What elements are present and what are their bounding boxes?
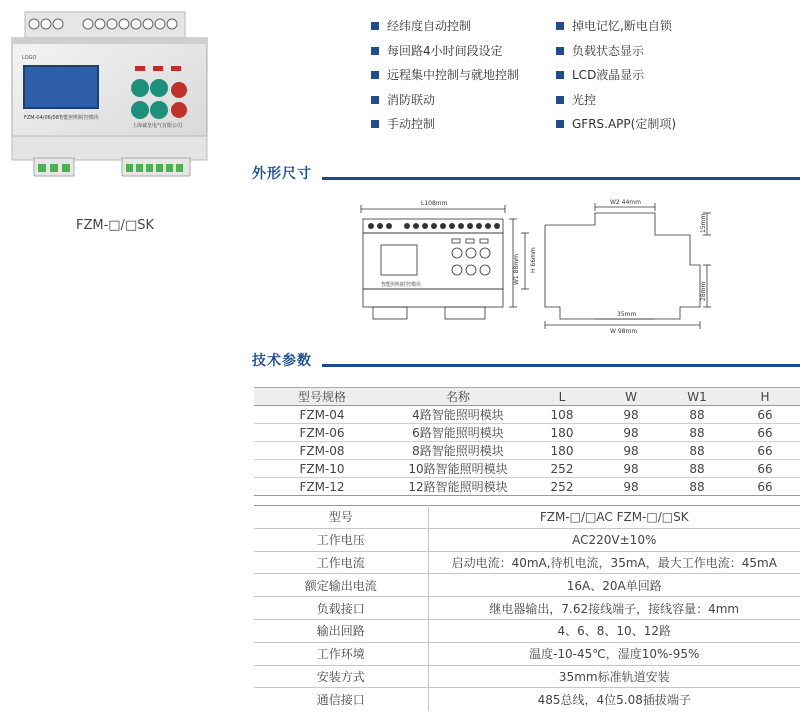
bullet-square-icon [556,22,564,30]
spec-value: 启动电流：40mA,待机电流，35mA，最大工作电流：45mA [428,551,800,574]
spec-row [254,528,800,551]
device-brand-text: LOGO [22,55,37,61]
section-title-dimensions: 外形尺寸 [252,166,312,182]
table-row [254,442,800,460]
bullet-square-icon [556,96,564,104]
cell-model: FZM-08 [254,442,390,460]
col-header-l: L [526,388,598,406]
feature-item: 经纬度自动控制 [371,17,471,34]
col-header-w1: W1 [664,388,730,406]
spec-value: 16A、20A单回路 [428,574,800,597]
bullet-square-icon [371,22,379,30]
feature-item: 消防联动 [371,91,435,108]
table-row [254,424,800,442]
cell-model: FZM-10 [254,460,390,478]
model-table [254,387,800,496]
bullet-square-icon [556,120,564,128]
cell-name: 6路智能照明模块 [390,424,526,442]
cell-l: 252 [526,460,598,478]
cell-name: 12路智能照明模块 [390,478,526,496]
dim-side-top-gap: 15mm [700,213,707,233]
spec-key: 型号 [254,506,428,529]
spec-row [254,619,800,642]
cell-l: 180 [526,442,598,460]
spec-key: 额定输出电流 [254,574,428,597]
cell-w1: 88 [664,442,730,460]
dim-front-label: 智能照明时控模块 [381,282,422,288]
product-photo [10,4,210,184]
col-header-w: W [598,388,664,406]
dim-front-w1: W1 88mm [513,254,520,285]
spec-value: 35mm标准轨道安装 [428,665,800,688]
cell-w1: 88 [664,460,730,478]
feature-item: 掉电记忆,断电自锁 [556,17,672,34]
cell-w: 98 [598,442,664,460]
spec-key: 负载接口 [254,597,428,620]
spec-row [254,642,800,665]
cell-w: 98 [598,406,664,424]
table-row [254,478,800,496]
dim-side-rail: 35mm [617,311,637,318]
spec-value: 485总线，4位5.08插拔端子 [537,693,691,708]
spec-key: 输出回路 [254,619,428,642]
cell-model: FZM-04 [254,406,390,424]
feature-item: GFRS.APP(定制项) [556,115,676,132]
spec-key: 工作环境 [254,642,428,665]
bullet-square-icon [371,71,379,79]
table-row [254,406,800,424]
dim-front-length: L108mm [421,200,448,207]
spec-table [254,505,800,711]
product-model-caption: FZM-□/□SK [75,218,154,233]
cell-w1: 88 [664,424,730,442]
table-row [254,460,800,478]
cell-w: 98 [598,478,664,496]
spec-row [254,597,800,620]
feature-item: 手动控制 [371,115,435,132]
feature-item: 光控 [556,91,596,108]
bullet-square-icon [556,47,564,55]
spec-row [254,665,800,688]
dim-side-bottom-gap: 28mm [700,281,707,301]
cell-h: 66 [730,406,800,424]
spec-value: FZM-□/□AC FZM-□/□SK [428,506,800,529]
feature-item: 负载状态显示 [556,42,644,59]
cell-h: 66 [730,442,800,460]
spec-value: 继电器输出，7.62接线端子，接线容量：4mm [428,597,800,620]
bullet-square-icon [371,120,379,128]
feature-item: LCD液晶显示 [556,66,644,83]
cell-name: 10路智能照明模块 [390,460,526,478]
spec-value: 温度-10-45℃，湿度10%-95% [428,642,800,665]
bullet-square-icon [371,47,379,55]
dim-front-h: H 66mm [530,247,537,273]
col-header-h: H [730,388,800,406]
bullet-square-icon [556,71,564,79]
spec-row [254,506,800,529]
cell-w: 98 [598,424,664,442]
cell-name: 8路智能照明模块 [390,442,526,460]
feature-item: 每回路4小时间段设定 [371,42,503,59]
device-maker-label: 上海诚皇电气有限公司 [132,123,183,129]
feature-item: 远程集中控制与就地控制 [371,66,519,83]
cell-l: 180 [526,424,598,442]
spec-row [254,551,800,574]
spec-key: 安装方式 [254,665,428,688]
cell-w1: 88 [664,478,730,496]
spec-value: 4、6、8、10、12路 [428,619,800,642]
device-model-label: FZM-04/06/08智能照明时控模块 [24,115,99,121]
cell-h: 66 [730,478,800,496]
cell-w1: 88 [664,406,730,424]
section-divider [322,364,800,367]
bullet-square-icon [371,96,379,104]
dimension-drawing [355,195,725,335]
cell-h: 66 [730,424,800,442]
spec-row [254,574,800,597]
cell-name: 4路智能照明模块 [390,406,526,424]
spec-key: 工作电压 [254,528,428,551]
cell-model: FZM-06 [254,424,390,442]
spec-row [254,688,800,711]
section-divider [322,177,800,180]
spec-value: AC220V±10% [428,528,800,551]
section-title-specs: 技术参数 [252,353,312,369]
col-header-model: 型号规格 [254,388,390,406]
dim-side-w2: W2 44mm [610,199,641,206]
cell-w: 98 [598,460,664,478]
spec-key: 通信接口 [254,688,428,711]
cell-h: 66 [730,460,800,478]
table-header-row [254,388,800,406]
spec-key: 工作电流 [254,551,428,574]
cell-l: 252 [526,478,598,496]
col-header-name: 名称 [390,388,526,406]
cell-model: FZM-12 [254,478,390,496]
cell-l: 108 [526,406,598,424]
dim-side-w: W 98mm [610,328,638,335]
